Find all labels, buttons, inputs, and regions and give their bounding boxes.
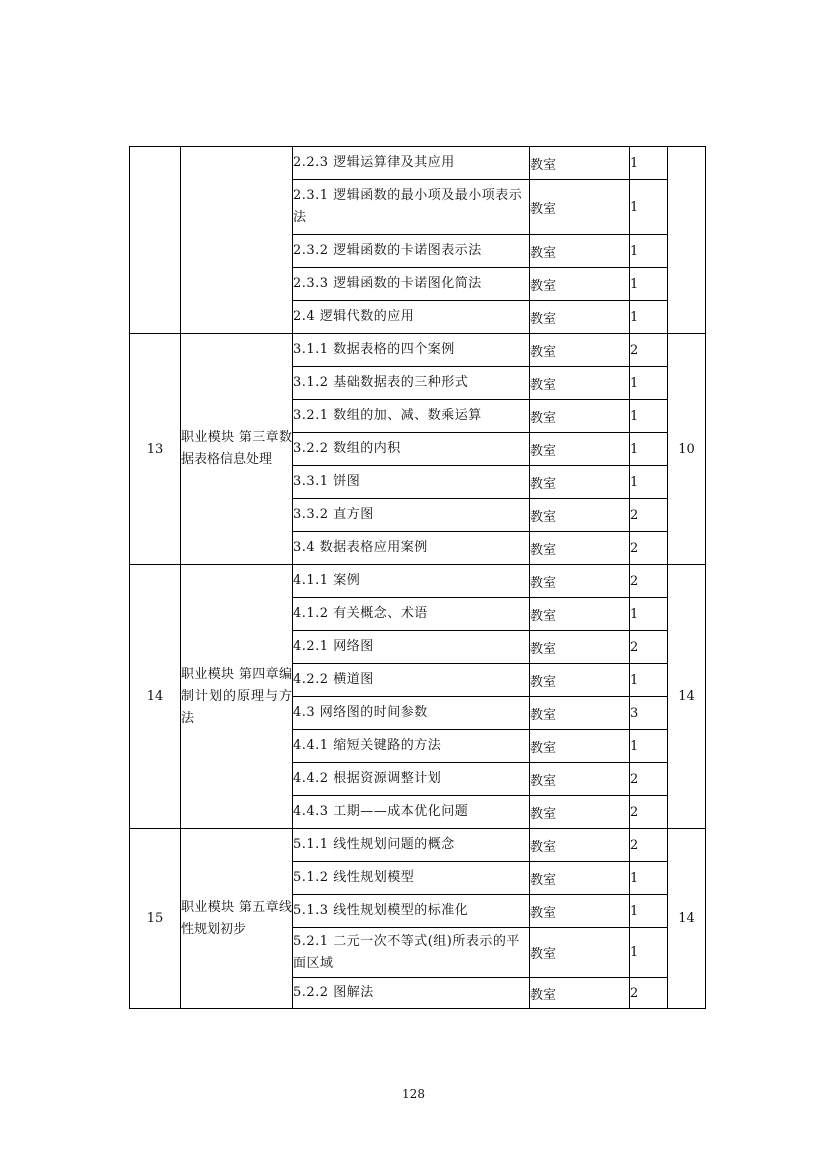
hours-cell: 1 [630, 301, 668, 334]
session-number-cell: 14 [130, 565, 181, 829]
topic-cell: 4.1.1 案例 [293, 565, 530, 598]
topic-cell: 2.3.3 逻辑函数的卡诺图化简法 [293, 268, 530, 301]
topic-cell: 3.4 数据表格应用案例 [293, 532, 530, 565]
hours-cell: 2 [630, 763, 668, 796]
hours-cell: 1 [630, 367, 668, 400]
topic-cell: 5.2.2 图解法 [293, 978, 530, 1009]
hours-cell: 1 [630, 180, 668, 235]
venue-cell: 教室 [530, 301, 630, 334]
module-cell: 职业模块 第四章编制计划的原理与方法 [181, 565, 293, 829]
hours-cell: 1 [630, 598, 668, 631]
hours-cell: 2 [630, 532, 668, 565]
session-number-cell: 13 [130, 334, 181, 565]
hours-cell: 2 [630, 978, 668, 1009]
venue-cell: 教室 [530, 334, 630, 367]
venue-cell: 教室 [530, 730, 630, 763]
hours-cell: 2 [630, 565, 668, 598]
topic-cell: 3.1.1 数据表格的四个案例 [293, 334, 530, 367]
topic-cell: 2.3.1 逻辑函数的最小项及最小项表示法 [293, 180, 530, 235]
hours-cell: 1 [630, 433, 668, 466]
topic-cell: 5.1.1 线性规划问题的概念 [293, 829, 530, 862]
total-hours-cell [668, 147, 706, 334]
venue-cell: 教室 [530, 367, 630, 400]
total-hours-cell: 10 [668, 334, 706, 565]
topic-cell: 4.2.1 网络图 [293, 631, 530, 664]
hours-cell: 2 [630, 829, 668, 862]
page-number: 128 [402, 1087, 425, 1101]
topic-cell: 2.3.2 逻辑函数的卡诺图表示法 [293, 235, 530, 268]
venue-cell: 教室 [530, 433, 630, 466]
hours-cell: 1 [630, 664, 668, 697]
venue-cell: 教室 [530, 664, 630, 697]
hours-cell: 2 [630, 334, 668, 367]
hours-cell: 1 [630, 466, 668, 499]
topic-cell: 5.1.3 线性规划模型的标准化 [293, 895, 530, 928]
topic-cell: 4.3 网络图的时间参数 [293, 697, 530, 730]
table-row [130, 829, 706, 862]
topic-cell: 4.4.2 根据资源调整计划 [293, 763, 530, 796]
topic-cell: 5.2.1 二元一次不等式(组)所表示的平面区域 [293, 928, 530, 978]
venue-cell: 教室 [530, 862, 630, 895]
topic-cell: 2.4 逻辑代数的应用 [293, 301, 530, 334]
total-hours-cell: 14 [668, 565, 706, 829]
venue-cell: 教室 [530, 978, 630, 1009]
venue-cell: 教室 [530, 268, 630, 301]
venue-cell: 教室 [530, 829, 630, 862]
hours-cell: 1 [630, 928, 668, 978]
module-cell: 职业模块 第五章线性规划初步 [181, 829, 293, 1009]
venue-cell: 教室 [530, 499, 630, 532]
module-cell [181, 147, 293, 334]
topic-cell: 3.2.2 数组的内积 [293, 433, 530, 466]
table-row [130, 565, 706, 598]
hours-cell: 2 [630, 499, 668, 532]
topic-cell: 3.3.2 直方图 [293, 499, 530, 532]
hours-cell: 1 [630, 147, 668, 180]
venue-cell: 教室 [530, 928, 630, 978]
venue-cell: 教室 [530, 466, 630, 499]
venue-cell: 教室 [530, 235, 630, 268]
topic-cell: 3.1.2 基础数据表的三种形式 [293, 367, 530, 400]
venue-cell: 教室 [530, 796, 630, 829]
venue-cell: 教室 [530, 631, 630, 664]
course-schedule-table [129, 146, 706, 1009]
topic-cell: 4.4.1 缩短关键路的方法 [293, 730, 530, 763]
topic-cell: 3.3.1 饼图 [293, 466, 530, 499]
hours-cell: 1 [630, 400, 668, 433]
topic-cell: 4.2.2 横道图 [293, 664, 530, 697]
venue-cell: 教室 [530, 763, 630, 796]
table-row [130, 147, 706, 180]
hours-cell: 2 [630, 796, 668, 829]
module-cell: 职业模块 第三章数据表格信息处理 [181, 334, 293, 565]
venue-cell: 教室 [530, 180, 630, 235]
hours-cell: 1 [630, 862, 668, 895]
hours-cell: 2 [630, 631, 668, 664]
venue-cell: 教室 [530, 400, 630, 433]
topic-cell: 5.1.2 线性规划模型 [293, 862, 530, 895]
venue-cell: 教室 [530, 895, 630, 928]
venue-cell: 教室 [530, 598, 630, 631]
hours-cell: 1 [630, 268, 668, 301]
total-hours-cell: 14 [668, 829, 706, 1009]
topic-cell: 4.4.3 工期——成本优化问题 [293, 796, 530, 829]
hours-cell: 1 [630, 730, 668, 763]
venue-cell: 教室 [530, 532, 630, 565]
venue-cell: 教室 [530, 147, 630, 180]
hours-cell: 1 [630, 895, 668, 928]
topic-cell: 3.2.1 数组的加、减、数乘运算 [293, 400, 530, 433]
table-row [130, 334, 706, 367]
session-number-cell: 15 [130, 829, 181, 1009]
topic-cell: 4.1.2 有关概念、术语 [293, 598, 530, 631]
session-number-cell [130, 147, 181, 334]
hours-cell: 1 [630, 235, 668, 268]
venue-cell: 教室 [530, 697, 630, 730]
hours-cell: 3 [630, 697, 668, 730]
topic-cell: 2.2.3 逻辑运算律及其应用 [293, 147, 530, 180]
venue-cell: 教室 [530, 565, 630, 598]
